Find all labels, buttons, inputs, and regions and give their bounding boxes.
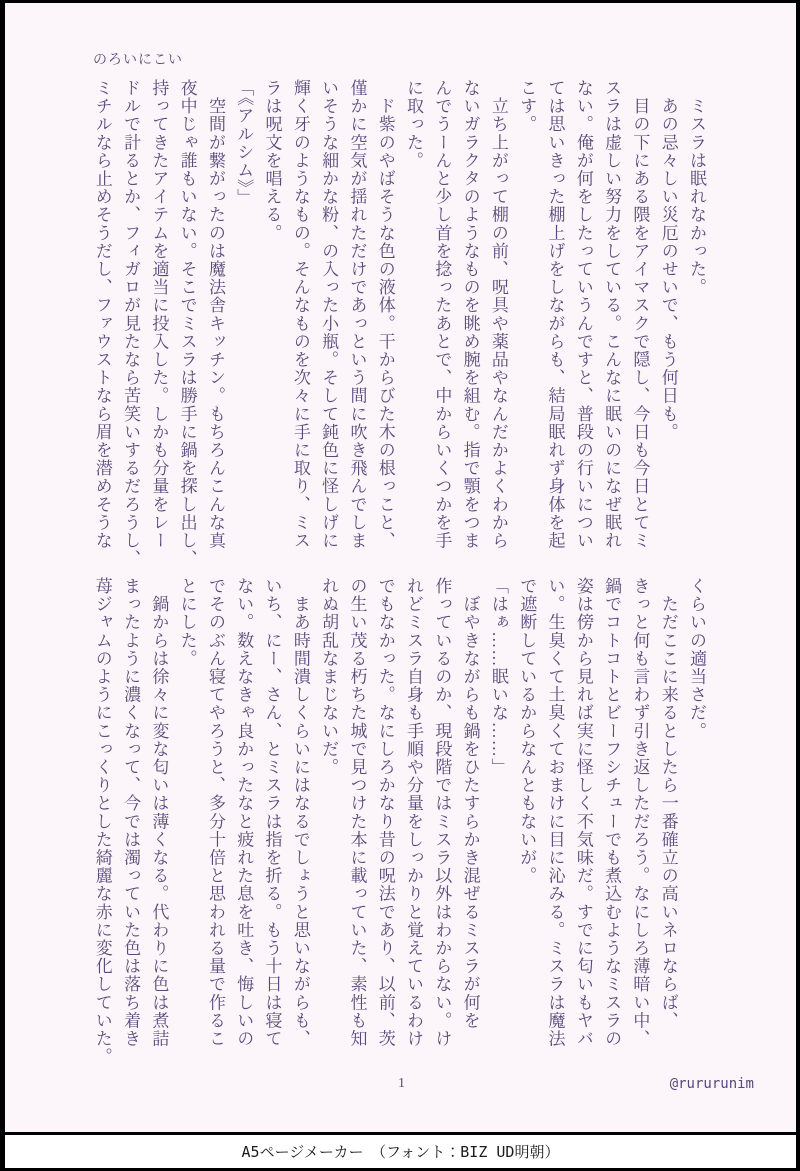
text-line: ないガラクタのようなものを眺め腕を組む。指で顎をつま bbox=[460, 79, 480, 550]
text-line: 僅かに空気が揺れただけであっという間に吹き飛んでしま bbox=[347, 79, 367, 550]
text-line: あの忌々しい災厄のせいで、もう何日も。 bbox=[658, 79, 678, 441]
text-line: スラは虚しい努力をしている。こんなに眠いのになぜ眠れ bbox=[602, 79, 622, 550]
text-line: 苺ジャムのようにこっくりとした綺麗な赤に変化していた。 bbox=[92, 577, 112, 1066]
text-line: とにした。 bbox=[177, 577, 197, 668]
text-line: まったように濃くなって、今では濁っていた色は落ち着き bbox=[121, 577, 141, 1048]
text-line: ぼやきながらも鍋をひたすらかき混ぜるミスラが何を bbox=[460, 577, 480, 1030]
text-line: 作っているのか、現段階ではミスラ以外はわからない。け bbox=[432, 577, 452, 1048]
text-line: ただここに来るとしたら一番確立の高いネロならば、 bbox=[658, 577, 678, 1030]
page-number: 1 bbox=[398, 1076, 405, 1091]
text-line: で遮断しているからなんともないが。 bbox=[517, 577, 537, 885]
text-line: でもなかった。なにしろかなり昔の呪法であり、以前、茨 bbox=[375, 577, 395, 1048]
header-title: のろいにこい bbox=[93, 53, 183, 68]
text-line: 輝く牙のようなもの。そんなものを次々に手に取り、ミス bbox=[290, 79, 310, 550]
text-line: 夜中じゃ誰もいない。そこでミスラは勝手に鍋を探し出し、 bbox=[177, 79, 197, 568]
text-line: ては思いきった棚上げをしながらも、結局眠れず身体を起 bbox=[545, 79, 565, 550]
text-line: まあ時間潰しくらいにはなるでしょうと思いながらも、 bbox=[290, 577, 310, 1048]
text-line: れぬ胡乱なまじないだ。 bbox=[319, 577, 339, 777]
text-line: 鍋からは徐々に変な匂いは薄くなる。代わりに色は煮詰 bbox=[149, 577, 169, 1048]
text-line: こす。 bbox=[517, 79, 537, 134]
text-line: 持ってきたアイテムを適当に投入した。しかも分量をレー bbox=[149, 79, 169, 550]
text-line: ドルで計るとか、フィガロが見たなら苦笑いするだろうし、 bbox=[121, 79, 141, 568]
author-handle: @rururunim bbox=[669, 1076, 754, 1092]
text-line: 姿は傍から見れば実に怪しく不気味だ。すでに匂いもヤバ bbox=[573, 577, 593, 1048]
text-block-top bbox=[87, 79, 710, 571]
text-line: いそうな細かな粉、の入った小瓶。そして鈍色に怪しげに bbox=[319, 79, 339, 550]
text-line: 「《アルシム》」 bbox=[234, 79, 254, 207]
caption-strip bbox=[5, 1132, 796, 1168]
text-line: い。生臭くて土臭くておまけに目に沁みる。ミスラは魔法 bbox=[545, 577, 565, 1048]
text-line: ミスラは眠れなかった。 bbox=[687, 79, 706, 297]
text-line: に取った。 bbox=[404, 79, 424, 170]
text-line: ない。俺が何をしたっていうんですと、普段の行いについ bbox=[573, 79, 593, 550]
text-line: 鍋でコトコトとビーフシチューでも煮込むようなミスラの bbox=[602, 577, 622, 1048]
text-line: の生い茂る朽ちた城で見つけた本に載っていた、素性も知 bbox=[347, 577, 367, 1048]
text-line: きっと何も言わず引き返しただろう。なにしろ薄暗い中、 bbox=[630, 577, 650, 1048]
text-line: 目の下にある隈をアイマスクで隠し、今日も今日とてミ bbox=[630, 79, 650, 550]
text-line: 立ち上がって棚の前、呪具や薬品やなんだかよくわから bbox=[488, 79, 508, 550]
caption-text: A5ページメーカー （フォント：BIZ UD明朝） bbox=[241, 1143, 560, 1161]
text-line: ミチルなら止めそうだし、ファウストなら眉を潜めそうな bbox=[92, 79, 112, 550]
text-line: ない。数えなきゃ良かったなと疲れた息を吐き、悔しいの bbox=[234, 577, 254, 1048]
text-line: れどミスラ自身も手順や分量をしっかりと覚えているわけ bbox=[404, 577, 424, 1048]
text-line: ド紫のやばそうな色の液体。干からびた木の根っこと、 bbox=[375, 79, 395, 550]
text-line: んでうーんと少し首を捻ったあとで、中からいくつかを手 bbox=[432, 79, 452, 550]
text-line: いち、にー、さん、とミスラは指を折る。もう十日は寝て bbox=[262, 577, 282, 1048]
text-line: ラは呪文を唱える。 bbox=[262, 79, 282, 242]
text-line: 空間が繋がったのは魔法舎キッチン。もちろんこんな真 bbox=[205, 79, 225, 550]
text-line: くらいの適当さだ。 bbox=[687, 577, 706, 740]
text-line: でそのぶん寝てやろうと、多分十倍と思われる量で作るこ bbox=[205, 577, 225, 1048]
text-block-bottom bbox=[87, 577, 710, 1069]
text-line: 「はぁ……眠いな……」 bbox=[488, 577, 508, 777]
